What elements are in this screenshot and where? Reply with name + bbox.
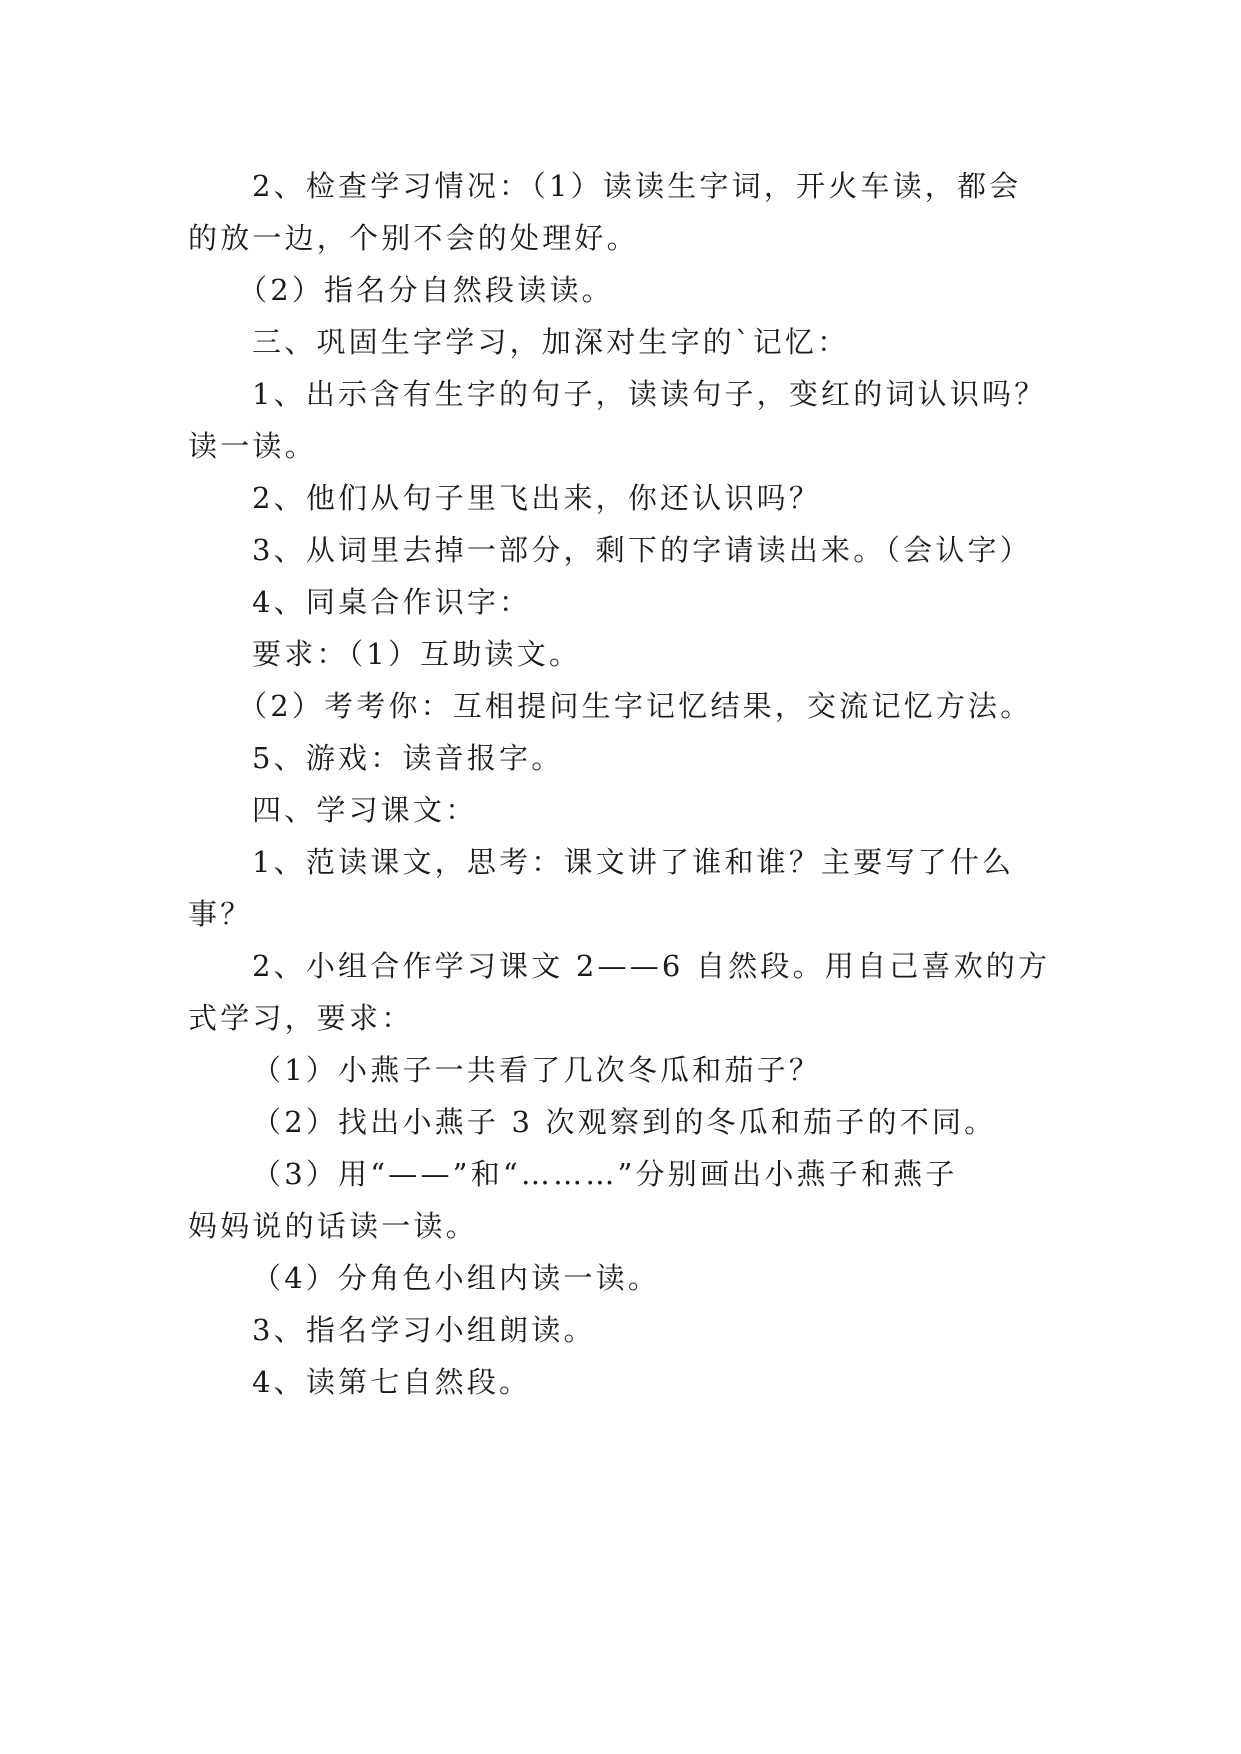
paragraph-line: 3、指名学习小组朗读。 [252, 1313, 596, 1347]
paragraph-line: （2）指名分自然段读读。 [238, 273, 614, 307]
paragraph-line: 3、从词里去掉一部分，剩下的字请读出来。（会认字） [252, 533, 1032, 567]
paragraph-line: 5、游戏：读音报字。 [252, 741, 564, 775]
paragraph-line: 三、巩固生字学习，加深对生字的`记忆： [252, 325, 850, 359]
paragraph-line: 四、学习课文： [252, 793, 478, 827]
paragraph-line: 要求：（1）互助读文。 [252, 637, 582, 671]
paragraph-line: 的放一边，个别不会的处理好。 [188, 221, 639, 255]
paragraph-line: 4、读第七自然段。 [252, 1365, 532, 1399]
paragraph-line: 1、出示含有生字的句子，读读句子，变红的词认识吗？ [252, 377, 1047, 411]
paragraph-line: 读一读。 [188, 429, 317, 463]
paragraph-line: 4、同桌合作识字： [252, 585, 532, 619]
paragraph-line: 2、他们从句子里飞出来，你还认识吗？ [252, 481, 822, 515]
paragraph-line: （1）小燕子一共看了几次冬瓜和茄子？ [252, 1053, 822, 1087]
paragraph-line: （4）分角色小组内读一读。 [252, 1261, 661, 1295]
paragraph-line: 1、范读课文，思考：课文讲了谁和谁？主要写了什么 [252, 845, 1015, 879]
paragraph-line: 2、检查学习情况：（1）读读生字词，开火车读，都会 [252, 169, 1022, 203]
paragraph-line: （2）考考你：互相提问生字记忆结果，交流记忆方法。 [238, 689, 1033, 723]
paragraph-line: （2）找出小燕子 3 次观察到的冬瓜和茄子的不同。 [252, 1105, 997, 1139]
paragraph-line: 式学习，要求： [188, 1001, 414, 1035]
paragraph-line: 妈妈说的话读一读。 [188, 1209, 478, 1243]
paragraph-line: 2、小组合作学习课文 2——6 自然段。用自己喜欢的方 [252, 949, 1051, 983]
paragraph-line: （3）用“——”和“………”分别画出小燕子和燕子 [252, 1157, 958, 1191]
paragraph-line: 事？ [188, 897, 253, 931]
